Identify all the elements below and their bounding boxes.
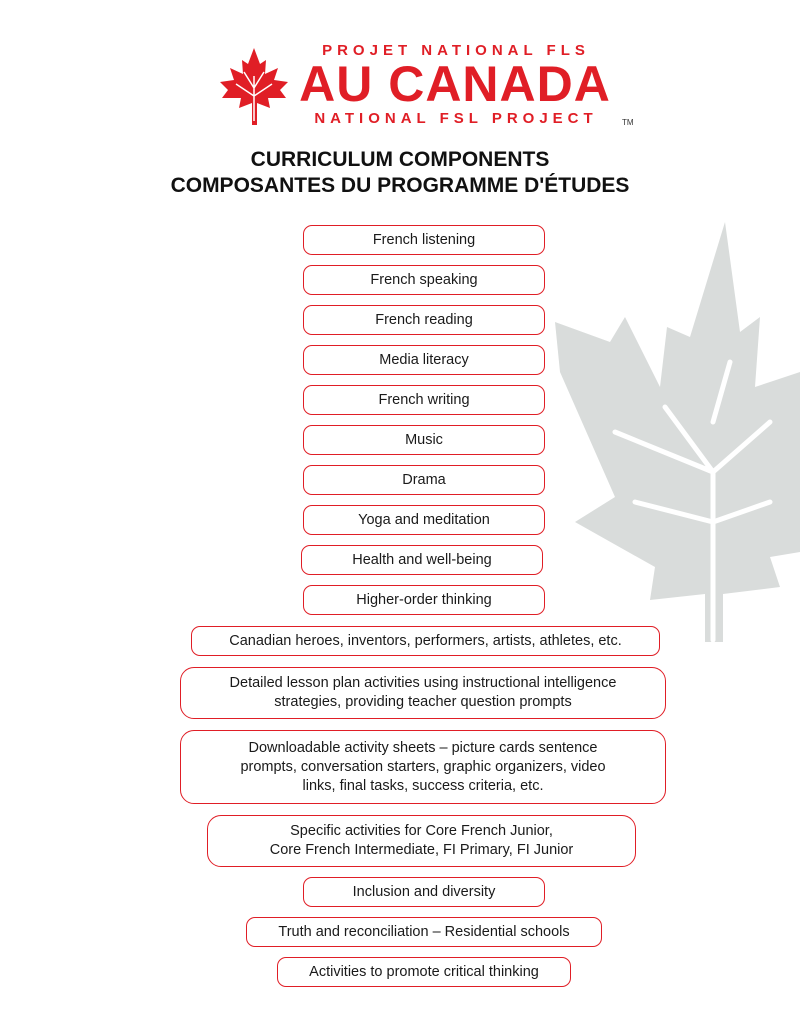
trademark-mark: TM [622, 118, 634, 127]
component-item: Drama [303, 465, 545, 495]
component-item: Yoga and meditation [303, 505, 545, 535]
component-item: Health and well-being [301, 545, 543, 575]
component-item: Inclusion and diversity [303, 877, 545, 907]
component-item: Music [303, 425, 545, 455]
component-item: French speaking [303, 265, 545, 295]
logo-top-text: PROJET NATIONAL FLS [322, 42, 590, 59]
component-item: Truth and reconciliation – Residential schools [246, 917, 602, 947]
component-item: French writing [303, 385, 545, 415]
page-title-french: COMPOSANTES DU PROGRAMME D'ÉTUDES [170, 174, 630, 197]
page-title-english: CURRICULUM COMPONENTS [250, 148, 550, 171]
logo-bottom-text: NATIONAL FSL PROJECT [314, 110, 598, 127]
component-item: Specific activities for Core French Junior, Core French Intermediate, FI Primary, FI Junior [207, 815, 636, 867]
logo-main-text: AU CANADA [299, 56, 611, 112]
component-item: Higher-order thinking [303, 585, 545, 615]
component-item: Media literacy [303, 345, 545, 375]
component-item: French listening [303, 225, 545, 255]
component-item: Activities to promote critical thinking [277, 957, 571, 987]
component-item: Downloadable activity sheets – picture cards sentence prompts, conversation starters, graphic organizers, video links, final tasks, success criteria, etc. [180, 730, 666, 804]
component-item: Canadian heroes, inventors, performers, artists, athletes, etc. [191, 626, 660, 656]
component-item: Detailed lesson plan activities using instructional intelligence strategies, providing teacher question prompts [180, 667, 666, 719]
component-item: French reading [303, 305, 545, 335]
